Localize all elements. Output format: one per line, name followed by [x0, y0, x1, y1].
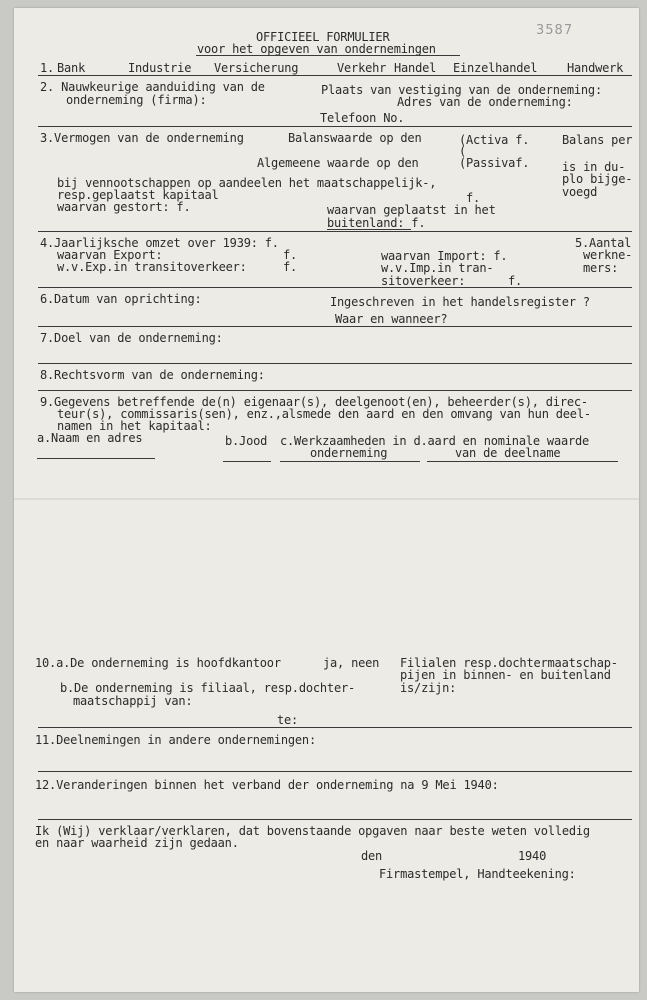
- section-7-line: [38, 363, 632, 364]
- section-6-line: [38, 326, 632, 327]
- col-werkzaamheden: c.Werkzaamheden in d.aard en nominale waarde: [280, 434, 590, 448]
- col-naam-adres: a.Naam en adres: [37, 431, 143, 445]
- section-6-label: 6.Datum van oprichting:: [40, 292, 202, 306]
- aantal-werknemers-3: mers:: [583, 261, 619, 275]
- section-1-number: 1.: [40, 61, 55, 75]
- algemeene-waarde-label: Algemeene waarde op den: [257, 156, 419, 170]
- section-9-label: 9.Gegevens betreffende de(n) eigenaar(s), deelgenoot(en), beheerder(s), direc-: [40, 395, 588, 409]
- paper-fold: [14, 498, 639, 500]
- form-title: OFFICIEEL FORMULIER: [256, 30, 390, 44]
- form-subtitle: voor het opgeven van ondernemingen: [197, 42, 436, 56]
- section-10-line: [38, 727, 632, 728]
- category-bank: Bank: [57, 61, 86, 75]
- date-year: 1940: [518, 849, 547, 863]
- export-transit-f: f.: [283, 260, 298, 274]
- section-2-label: 2. Nauwkeurige aanduiding van de: [40, 80, 265, 94]
- aantal-werknemers-1: 5.Aantal: [575, 236, 632, 250]
- category-einzelhandel: Einzelhandel: [453, 61, 538, 75]
- category-handwerk: Handwerk: [567, 61, 624, 75]
- bracket-mark: (: [459, 144, 467, 158]
- ja-neen-option: ja, neen: [323, 656, 380, 670]
- balans-note-1: Balans per: [562, 133, 633, 147]
- section-2-label-2: onderneming (firma):: [66, 93, 207, 107]
- export-label: waarvan Export:: [57, 248, 163, 262]
- col-deelname: van de deelname: [455, 446, 561, 460]
- section-3-line: [38, 231, 632, 232]
- section-2-line: [38, 126, 632, 127]
- aantal-werknemers-2: werkne-: [583, 248, 633, 262]
- col-jood: b.Jood: [225, 434, 268, 448]
- col-a-underline: [37, 458, 155, 459]
- section-3-label: 3.Vermogen van de onderneming: [40, 131, 244, 145]
- activa-label: (Activa f.: [459, 133, 530, 147]
- category-versicherung: Versicherung: [214, 61, 299, 75]
- export-f: f.: [283, 248, 298, 262]
- declaration-text: Ik (Wij) verklaar/verklaren, dat bovenstaande opgaven naar beste weten volledig: [35, 824, 590, 838]
- plaats-vestiging-label: Plaats van vestiging van de onderneming:: [321, 83, 602, 97]
- section-11-label: 11.Deelnemingen in andere ondernemingen:: [35, 733, 316, 747]
- declaration-text-2: en naar waarheid zijn gedaan.: [35, 836, 239, 850]
- gestort-label: waarvan gestort: f.: [57, 200, 191, 214]
- adres-label: Adres van de onderneming:: [397, 95, 573, 109]
- vennootschap-label: bij vennootschappen op aandeelen het maatschappelijk-,: [57, 176, 437, 190]
- buitenland-label: buitenland: f.: [327, 216, 426, 230]
- section-12-label: 12.Veranderingen binnen het verband der onderneming na 9 Mei 1940:: [35, 778, 499, 792]
- category-handel: Handel: [394, 61, 437, 75]
- signature-label: Firmastempel, Handteekening:: [379, 867, 576, 881]
- buitenland-underline: [327, 229, 411, 230]
- filialen-label-2: pijen in binnen- en buitenland: [400, 668, 611, 682]
- section-9-label-3: namen in het kapitaal:: [57, 419, 212, 433]
- handelsregister-label: Ingeschreven in het handelsregister ?: [330, 295, 590, 309]
- te-label: te:: [277, 713, 299, 727]
- archive-number: 3587: [536, 23, 574, 38]
- export-transit-label: w.v.Exp.in transitoverkeer:: [57, 260, 247, 274]
- section-4-line: [38, 287, 632, 288]
- section-7-label: 7.Doel van de onderneming:: [40, 331, 223, 345]
- section-8-line: [38, 390, 632, 391]
- telefoon-label: Telefoon No.: [320, 111, 405, 125]
- category-verkehr: Verkehr: [337, 61, 387, 75]
- waar-wanneer-label: Waar en wanneer?: [335, 312, 448, 326]
- section-10a-label: 10.a.De onderneming is hoofdkantoor: [35, 656, 281, 670]
- balans-note-3: plo bijge-: [562, 172, 633, 186]
- import-label: waarvan Import: f.: [381, 249, 508, 263]
- passiva-label: (Passivaf.: [459, 156, 530, 170]
- import-transit-f: f.: [508, 274, 523, 288]
- section-10b-label: b.De onderneming is filiaal, resp.dochter-: [60, 681, 356, 695]
- section-4-label: 4.Jaarlijksche omzet over 1939: f.: [40, 236, 279, 250]
- balans-note-4: voegd: [562, 185, 598, 199]
- col-d-underline: [427, 461, 618, 462]
- sitoverkeer-label: sitoverkeer:: [381, 274, 466, 288]
- kapitaal-f: f.: [466, 191, 481, 205]
- balanswaarde-label: Balanswaarde op den: [288, 131, 422, 145]
- geplaatst-buitenland-label: waarvan geplaatst in het: [327, 203, 496, 217]
- filialen-label-3: is/zijn:: [400, 681, 457, 695]
- section-1-line: [38, 75, 632, 76]
- col-onderneming: onderneming: [310, 446, 388, 460]
- section-10b-label-2: maatschappij van:: [73, 694, 193, 708]
- filialen-label: Filialen resp.dochtermaatschap-: [400, 656, 618, 670]
- section-11-line: [38, 771, 632, 772]
- date-den-label: den: [361, 849, 383, 863]
- kapitaal-label: resp.geplaatst kapitaal: [57, 188, 219, 202]
- col-c-underline: [280, 461, 420, 462]
- col-b-underline: [223, 461, 271, 462]
- section-12-line: [38, 819, 632, 820]
- category-industrie: Industrie: [128, 61, 192, 75]
- import-transit-label: w.v.Imp.in tran-: [381, 261, 494, 275]
- subtitle-underline: [196, 55, 460, 56]
- balans-note-2: is in du-: [562, 160, 626, 174]
- section-8-label: 8.Rechtsvorm van de onderneming:: [40, 368, 265, 382]
- section-9-label-2: teur(s), commissaris(sen), enz.,alsmede den aard en den omvang van hun deel-: [57, 407, 591, 421]
